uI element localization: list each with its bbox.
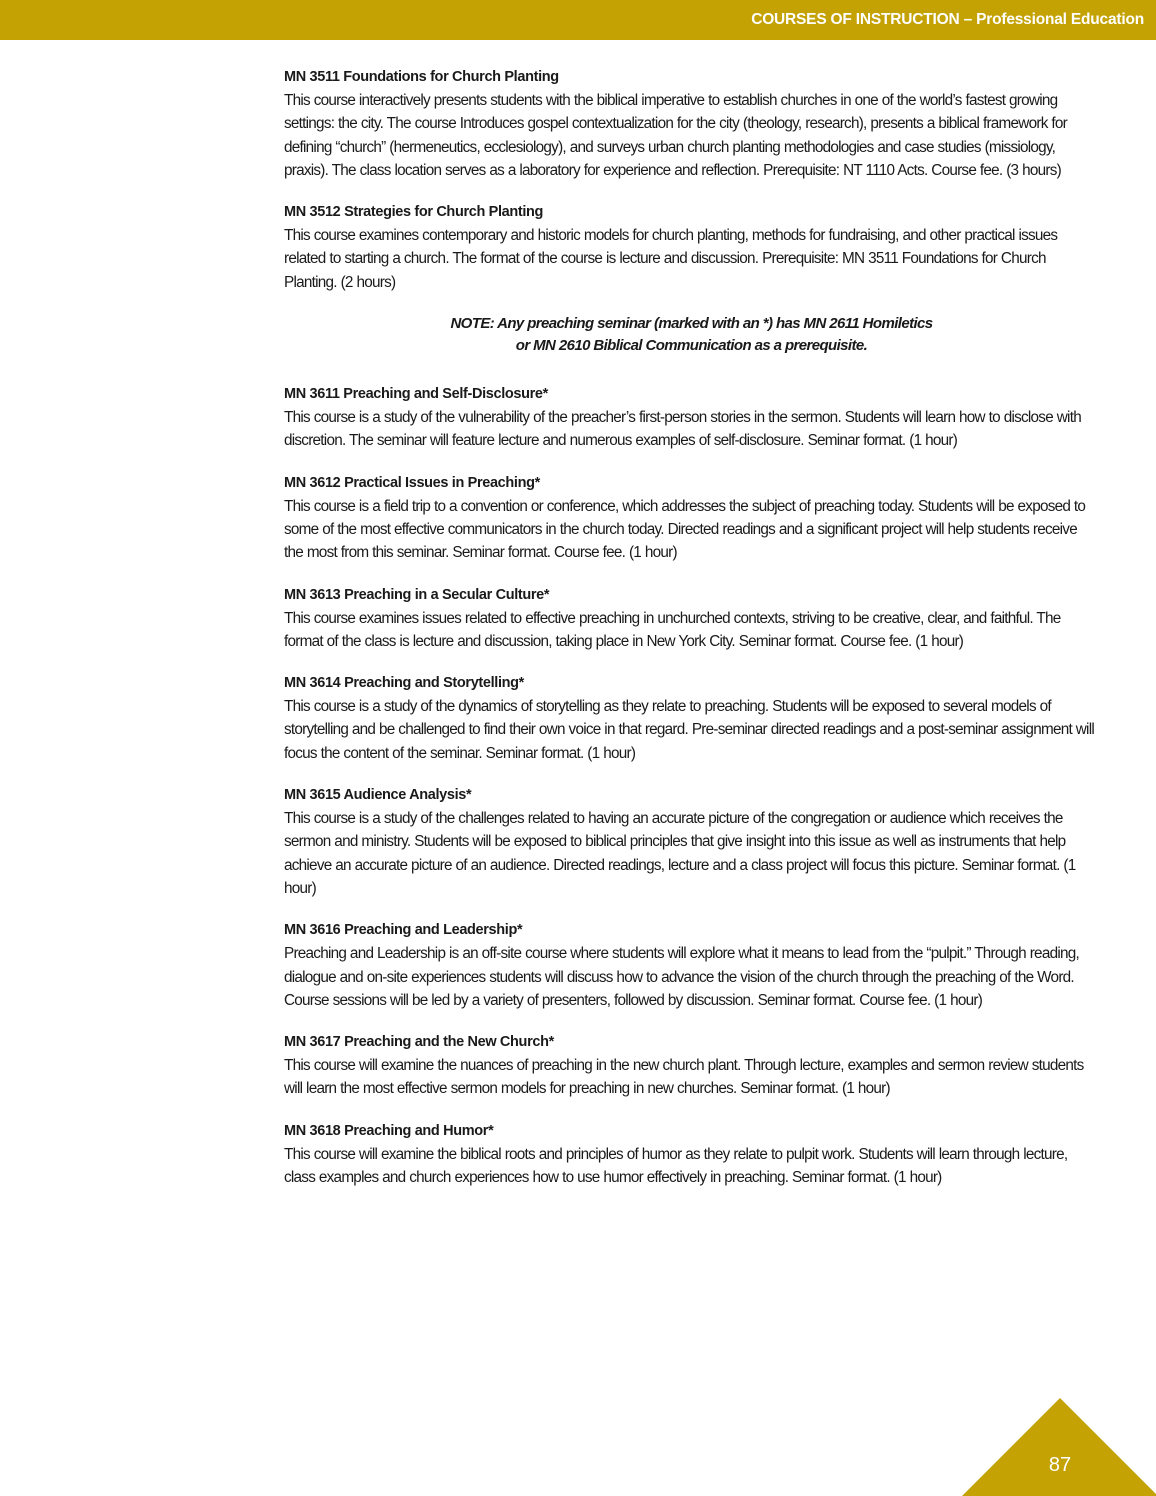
header-bar — [0, 0, 1156, 40]
course-entry — [284, 383, 1099, 453]
course-entry — [284, 1031, 1099, 1101]
course-entry — [284, 201, 1099, 294]
section-header-title: COURSES OF INSTRUCTION – Professional Education — [751, 11, 1144, 28]
note-line: or MN 2610 Biblical Communication as a prerequisite. — [515, 337, 868, 355]
course-description: This course will examine the nuances of preaching in the new church plant. Through lecture, examples and sermon review students will learn the most effective sermon models for preaching in new churches. Seminar format. (1 hour) — [284, 1057, 1084, 1098]
course-description: This course examines contemporary and historic models for church planting, methods for fundraising, and other practical issues related to starting a church. The format of the course is lecture and discussion. Prerequisite: MN 3511 Foundations for Church Planting. (2 hours) — [284, 227, 1058, 291]
course-entry — [284, 66, 1099, 182]
course-description: This course is a study of the vulnerability of the preacher’s first-person stories in the sermon. Students will learn how to disclose with discretion. The seminar will feature lecture and numerous examples of self-disclosure. Seminar format. (1 hour) — [284, 409, 1081, 450]
course-title: MN 3615 Audience Analysis* — [284, 787, 472, 804]
course-title: MN 3614 Preaching and Storytelling* — [284, 675, 524, 692]
page-number: 87 — [1048, 1454, 1072, 1476]
course-title: MN 3612 Practical Issues in Preaching* — [284, 474, 540, 491]
prerequisite-note — [284, 313, 1099, 357]
course-entry — [284, 1120, 1099, 1190]
course-description: This course interactively presents students with the biblical imperative to establish churches in one of the world’s fastest growing settings: the city. The course Introduces gospel contextualization for the city (theology, research), presents a biblical framework for defining “church” (hermeneutics, ecclesiology), and surveys urban church planting methodologies and case studies (missiology, praxis). The class location serves as a laboratory for experience and reflection. Prerequisite: NT 1110 Acts. Course fee. (3 hours) — [284, 92, 1067, 179]
course-title: MN 3611 Preaching and Self-Disclosure* — [284, 386, 548, 403]
course-description: This course is a study of the challenges related to having an accurate picture of the congregation or audience which receives the sermon and ministry. Students will be exposed to biblical principles that give insight into this issue as well as instruments that help achieve an accurate picture of an audience. Directed readings, lecture and a class project will focus this picture. Seminar format. (1 hour) — [284, 810, 1076, 897]
course-title: MN 3512 Strategies for Church Planting — [284, 204, 544, 221]
course-title: MN 3617 Preaching and the New Church* — [284, 1034, 554, 1051]
course-title: MN 3511 Foundations for Church Planting — [284, 69, 559, 85]
page-number-triangle — [962, 1398, 1156, 1496]
course-entry — [284, 919, 1099, 1012]
course-description: This course is a field trip to a convention or conference, which addresses the subject of preaching today. Students will be exposed to some of the most effective communicators in the church today. Directed readings and a significant project will help students receive the most from this seminar. Seminar format. Course fee. (1 hour) — [284, 497, 1086, 562]
course-title: MN 3613 Preaching in a Secular Culture* — [284, 586, 550, 603]
course-description: This course is a study of the dynamics of storytelling as they relate to preaching. Students will be exposed to several models of storytelling and be challenged to find their own voice in that regard. Pre-seminar directed readings and a post-seminar assignment will focus the content of the seminar. Seminar format. (1 hour) — [284, 698, 1094, 762]
course-entry — [284, 784, 1099, 900]
course-description: This course will examine the biblical roots and principles of humor as they relate to pulpit work. Students will learn through lecture, class examples and church experiences how to use humor effectively in preaching. Seminar format. (1 hour) — [284, 1145, 1068, 1187]
course-title: MN 3618 Preaching and Humor* — [284, 1122, 494, 1139]
note-line: NOTE: Any preaching seminar (marked with an *) has MN 2611 Homiletics — [450, 315, 933, 333]
course-entry — [284, 472, 1099, 565]
course-title: MN 3616 Preaching and Leadership* — [284, 922, 523, 939]
course-description: This course examines issues related to effective preaching in unchurched contexts, striving to be creative, clear, and faithful. The format of the class is lecture and discussion, taking place in New York City. Seminar format. Course fee. (1 hour) — [284, 609, 1061, 650]
course-listing — [284, 66, 1099, 1208]
course-entry — [284, 672, 1099, 765]
course-description: Preaching and Leadership is an off-site course where students will explore what it means to lead from the “pulpit.” Through reading, dialogue and on-site experiences students will discuss how to advance the vision of the church through the preaching of the Word. Course sessions will be led by a variety of presenters, followed by discussion. Seminar format. Course fee. (1 hour) — [284, 945, 1079, 1009]
course-entry — [284, 584, 1099, 654]
